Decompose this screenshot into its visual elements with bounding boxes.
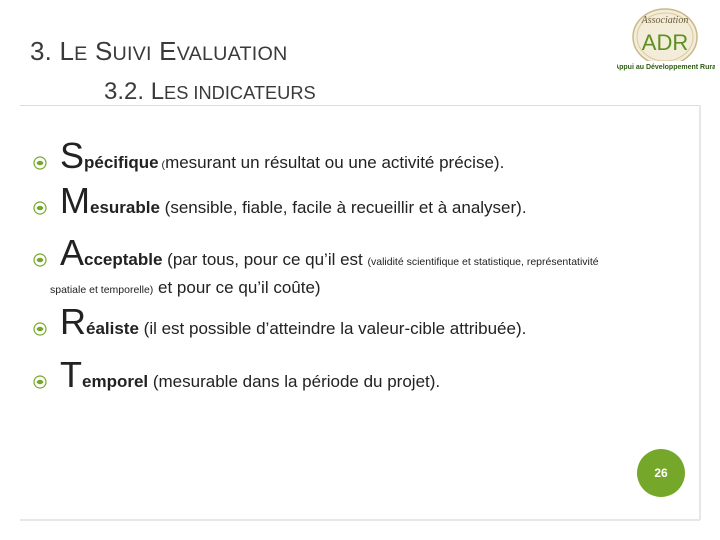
right-border: [699, 105, 701, 520]
logo-top-text: Association: [641, 15, 689, 26]
bullet-icon: [33, 201, 47, 215]
indicator-acceptable-cont: spatiale et temporelle) et pour ce qu’il coûte): [50, 278, 321, 297]
bullet-icon: [33, 253, 47, 267]
indicator-acceptable: Acceptable (par tous, pour ce qu’il est (validité scientifique et statistique, représentativité: [60, 232, 599, 273]
indicator-specific: Spécifique (mesurant un résultat ou une activité précise).: [60, 135, 505, 176]
indicator-timebound: Temporel (mesurable dans la période du projet).: [60, 354, 441, 395]
adr-logo: [617, 6, 715, 74]
logo-bottom-text: Appui au Développement Rural: [617, 64, 715, 71]
bullet-icon: [33, 375, 47, 389]
bullet-icon: [33, 322, 47, 336]
page-number-badge: 26: [637, 449, 685, 497]
slide-title: 3. LE SUIVI EVALUATION: [30, 36, 288, 66]
logo-main-text: ADR: [641, 30, 689, 55]
bottom-border: [20, 519, 700, 521]
indicator-measurable: Mesurable (sensible, fiable, facile à recueillir et à analyser).: [60, 180, 527, 221]
slide-subtitle: 3.2. LES INDICATEURS: [104, 78, 316, 105]
indicator-realistic: Réaliste (il est possible d’atteindre la valeur-cible attribuée).: [60, 301, 527, 342]
bullet-icon: [33, 156, 47, 170]
